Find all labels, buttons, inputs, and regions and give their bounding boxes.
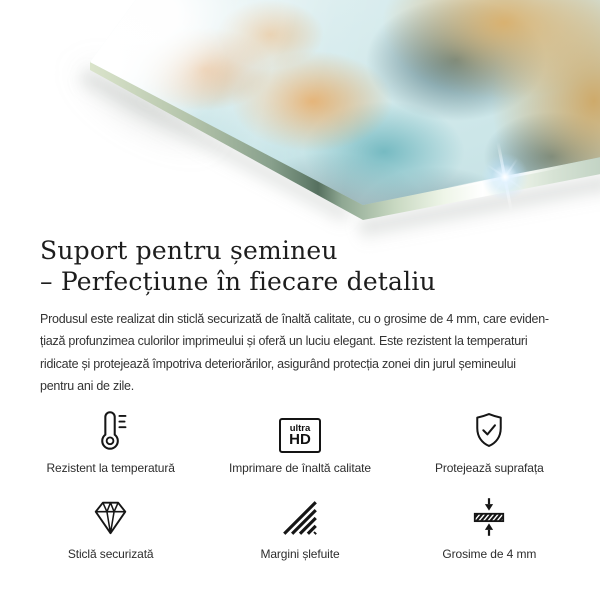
feature-label: Sticlă securizată [67,546,154,561]
page-title-line1: Suport pentru șemineu [40,236,338,265]
description-line: Produsul este realizat din sticlă securizată de înaltă calitate, cu o grosime de 4 mm, care eviden- [40,312,549,326]
description-line: ridicate și protejează împotriva deteriorărilor, asigurând protecția zonei din jurul șemineului [40,356,516,371]
thermometer-icon [88,407,133,453]
page-title [40,235,560,297]
feature-grid [16,407,584,561]
feature-label: Rezistent la temperatură [46,460,175,475]
feature-tempered-glass [16,493,205,561]
diamond-icon [89,493,132,539]
feature-thickness [395,493,584,561]
description-line: pentru ani de zile. [40,379,134,394]
product-photo [0,0,600,230]
feature-label: Imprimare de înaltă calitate [229,460,371,475]
feature-label: Grosime de 4 mm [442,546,537,561]
page-title-line2: – Perfecțiune în fiecare detaliu [40,267,436,296]
feature-print-quality [205,407,394,475]
feature-label: Protejează suprafața [434,460,544,475]
feature-polished-edges [205,493,394,561]
feature-temperature [16,407,205,475]
product-description [40,308,560,398]
feature-protection [395,407,584,475]
description-line: țiază profunzimea culorilor imprimeului și oferă un luciu elegant. Este rezistent la temperaturi [40,334,528,349]
shield-check-icon [467,407,511,453]
thickness-icon [467,493,511,539]
feature-label: Margini șlefuite [260,546,340,561]
ultra-hd-icon: ultra HD [279,407,321,453]
polished-edges-icon [279,493,321,539]
